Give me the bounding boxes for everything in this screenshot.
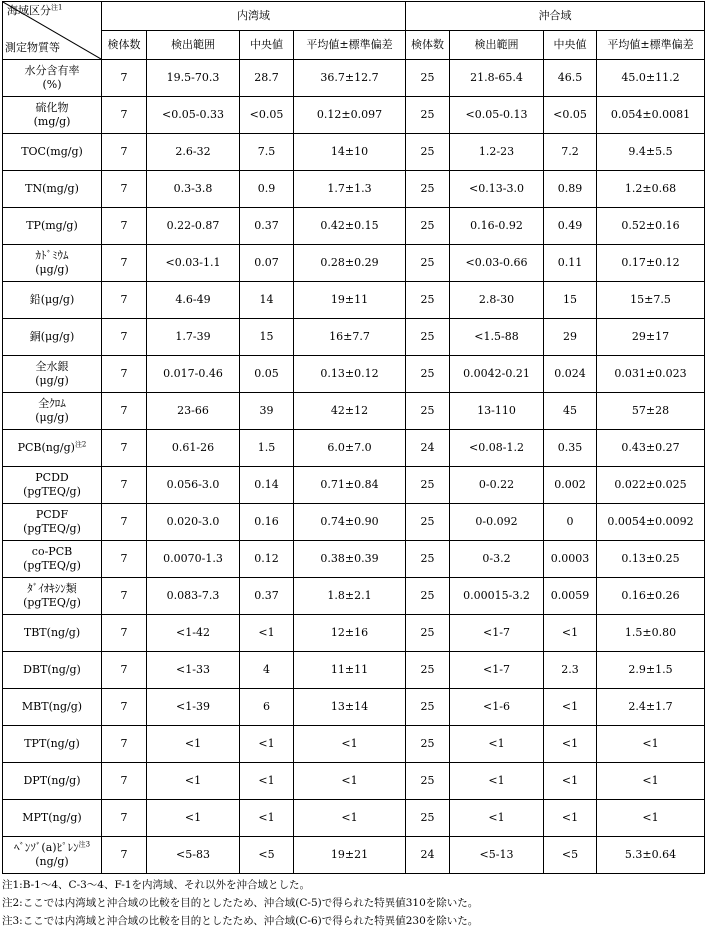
parameter-name: PCDF <box>35 508 69 521</box>
region-outer-header: 沖合域 <box>406 2 705 31</box>
table-row <box>3 245 705 282</box>
parameter-cell <box>3 578 102 615</box>
inner-range-cell: <1 <box>147 763 240 800</box>
inner-count-cell: 7 <box>102 430 147 467</box>
outer-count-cell: 25 <box>406 504 450 541</box>
inner-count-cell: 7 <box>102 134 147 171</box>
inner-median-cell: 0.05 <box>240 356 294 393</box>
parameter-cell <box>3 208 102 245</box>
parameter-cell <box>3 393 102 430</box>
parameter-cell <box>3 763 102 800</box>
outer-median-cell: 0.024 <box>544 356 597 393</box>
inner-median-cell: 6 <box>240 689 294 726</box>
inner-count-cell: 7 <box>102 615 147 652</box>
outer-mean-cell: 0.054±0.0081 <box>597 97 705 134</box>
inner-count-cell: 7 <box>102 319 147 356</box>
outer-range-cell: 13-110 <box>450 393 544 430</box>
inner-count-cell: 7 <box>102 245 147 282</box>
parameter-name: 硫化物 <box>35 101 69 114</box>
outer-mean-cell: 0.031±0.023 <box>597 356 705 393</box>
outer-count-cell: 25 <box>406 245 450 282</box>
inner-mean-cell: 11±11 <box>294 652 406 689</box>
parameter-cell <box>3 319 102 356</box>
parameter-cell <box>3 171 102 208</box>
table-row <box>3 504 705 541</box>
inner-mean-cell: 19±21 <box>294 837 406 874</box>
inner-range-cell: 0.22-0.87 <box>147 208 240 245</box>
inner-count-cell: 7 <box>102 60 147 97</box>
inner-mean-cell: 1.8±2.1 <box>294 578 406 615</box>
outer-count-cell: 25 <box>406 763 450 800</box>
inner-mean-cell: 6.0±7.0 <box>294 430 406 467</box>
parameter-unit: (pgTEQ/g) <box>23 522 81 535</box>
outer-mean-cell: 45.0±11.2 <box>597 60 705 97</box>
outer-range-cell: <1.5-88 <box>450 319 544 356</box>
inner-median-cell: 0.37 <box>240 578 294 615</box>
inner-mean-cell: 0.12±0.097 <box>294 97 406 134</box>
parameter-name: MPT(ng/g) <box>22 811 82 824</box>
inner-mean-cell: <1 <box>294 763 406 800</box>
col-header-outer-mean: 平均値±標準偏差 <box>597 31 705 60</box>
inner-median-cell: 28.7 <box>240 60 294 97</box>
outer-count-cell: 25 <box>406 356 450 393</box>
region-header-row <box>3 2 705 31</box>
outer-median-cell: 2.3 <box>544 652 597 689</box>
outer-count-cell: 25 <box>406 171 450 208</box>
inner-mean-cell: 0.13±0.12 <box>294 356 406 393</box>
col-header-outer-median: 中央値 <box>544 31 597 60</box>
inner-range-cell: <1 <box>147 726 240 763</box>
outer-range-cell: <1 <box>450 726 544 763</box>
inner-range-cell: 19.5-70.3 <box>147 60 240 97</box>
corner-top-label: 海域区分$^{注1}$ <box>7 3 63 17</box>
outer-median-cell: <1 <box>544 689 597 726</box>
table-row <box>3 319 705 356</box>
table-row <box>3 726 705 763</box>
outer-range-cell: 1.2-23 <box>450 134 544 171</box>
table-row <box>3 615 705 652</box>
outer-mean-cell: 57±28 <box>597 393 705 430</box>
outer-count-cell: 25 <box>406 615 450 652</box>
inner-count-cell: 7 <box>102 541 147 578</box>
inner-median-cell: 39 <box>240 393 294 430</box>
inner-range-cell: 0.017-0.46 <box>147 356 240 393</box>
table-row <box>3 689 705 726</box>
col-header-outer-count: 検体数 <box>406 31 450 60</box>
parameter-name: TOC(mg/g) <box>21 145 83 158</box>
outer-median-cell: 15 <box>544 282 597 319</box>
outer-count-cell: 25 <box>406 97 450 134</box>
outer-mean-cell: <1 <box>597 763 705 800</box>
parameter-cell <box>3 245 102 282</box>
sediment-data-table <box>2 1 705 874</box>
outer-median-cell: 0.35 <box>544 430 597 467</box>
table-row <box>3 282 705 319</box>
parameter-cell <box>3 837 102 874</box>
inner-median-cell: <5 <box>240 837 294 874</box>
parameter-cell <box>3 800 102 837</box>
outer-count-cell: 25 <box>406 652 450 689</box>
inner-range-cell: <1 <box>147 800 240 837</box>
outer-mean-cell: 1.2±0.68 <box>597 171 705 208</box>
inner-count-cell: 7 <box>102 652 147 689</box>
inner-count-cell: 7 <box>102 504 147 541</box>
outer-median-cell: 0 <box>544 504 597 541</box>
inner-range-cell: 2.6-32 <box>147 134 240 171</box>
inner-mean-cell: 0.71±0.84 <box>294 467 406 504</box>
table-row <box>3 393 705 430</box>
parameter-cell <box>3 689 102 726</box>
outer-median-cell: <1 <box>544 800 597 837</box>
outer-count-cell: 25 <box>406 208 450 245</box>
table-row <box>3 763 705 800</box>
parameter-name: 全水銀 <box>35 360 69 373</box>
outer-mean-cell: 0.13±0.25 <box>597 541 705 578</box>
parameter-name: PCB(ng/g) <box>17 441 75 454</box>
inner-count-cell: 7 <box>102 763 147 800</box>
outer-range-cell: <0.03-0.66 <box>450 245 544 282</box>
outer-range-cell: 0-0.092 <box>450 504 544 541</box>
inner-mean-cell: 12±16 <box>294 615 406 652</box>
table-row <box>3 837 705 874</box>
inner-median-cell: <1 <box>240 615 294 652</box>
outer-count-cell: 25 <box>406 134 450 171</box>
outer-range-cell: <1 <box>450 763 544 800</box>
outer-median-cell: 0.11 <box>544 245 597 282</box>
parameter-unit: (pgTEQ/g) <box>23 559 81 572</box>
col-header-inner-mean: 平均値±標準偏差 <box>294 31 406 60</box>
footnote-1: 注1:B-1～4、C-3～4、F-1を内湾域、それ以外を沖合域とした。 <box>2 879 311 891</box>
inner-median-cell: 0.14 <box>240 467 294 504</box>
outer-mean-cell: 0.16±0.26 <box>597 578 705 615</box>
outer-mean-cell: 9.4±5.5 <box>597 134 705 171</box>
inner-range-cell: <1-33 <box>147 652 240 689</box>
outer-mean-cell: 29±17 <box>597 319 705 356</box>
inner-median-cell: 0.9 <box>240 171 294 208</box>
outer-median-cell: 46.5 <box>544 60 597 97</box>
parameter-cell <box>3 430 102 467</box>
outer-range-cell: 0.0042-0.21 <box>450 356 544 393</box>
outer-count-cell: 25 <box>406 282 450 319</box>
outer-median-cell: <1 <box>544 726 597 763</box>
parameter-name: PCDD <box>35 471 69 484</box>
outer-mean-cell: 1.5±0.80 <box>597 615 705 652</box>
inner-mean-cell: 16±7.7 <box>294 319 406 356</box>
inner-count-cell: 7 <box>102 800 147 837</box>
inner-mean-cell: <1 <box>294 726 406 763</box>
inner-mean-cell: 0.38±0.39 <box>294 541 406 578</box>
parameter-cell <box>3 467 102 504</box>
outer-count-cell: 25 <box>406 726 450 763</box>
inner-count-cell: 7 <box>102 356 147 393</box>
table-row <box>3 541 705 578</box>
parameter-name: ﾀﾞｲｵｷｼﾝ類 <box>27 582 77 595</box>
footnotes <box>2 876 704 930</box>
outer-count-cell: 24 <box>406 837 450 874</box>
inner-count-cell: 7 <box>102 837 147 874</box>
outer-mean-cell: 0.43±0.27 <box>597 430 705 467</box>
outer-range-cell: <1 <box>450 800 544 837</box>
region-inner-header: 内湾域 <box>102 2 406 31</box>
outer-mean-cell: 0.17±0.12 <box>597 245 705 282</box>
inner-range-cell: <1-42 <box>147 615 240 652</box>
corner-bottom-label: 測定物質等 <box>5 41 60 54</box>
parameter-name: MBT(ng/g) <box>21 700 83 713</box>
parameter-cell <box>3 282 102 319</box>
outer-count-cell: 25 <box>406 60 450 97</box>
outer-range-cell: <0.05-0.13 <box>450 97 544 134</box>
parameter-name: 全ｸﾛﾑ <box>38 397 66 410</box>
col-header-outer-range: 検出範囲 <box>450 31 544 60</box>
parameter-unit: (mg/g) <box>33 115 71 128</box>
table-row <box>3 208 705 245</box>
outer-count-cell: 25 <box>406 467 450 504</box>
document <box>2 1 704 930</box>
outer-median-cell: <1 <box>544 763 597 800</box>
inner-mean-cell: 0.42±0.15 <box>294 208 406 245</box>
outer-count-cell: 25 <box>406 541 450 578</box>
outer-range-cell: <5-13 <box>450 837 544 874</box>
inner-count-cell: 7 <box>102 97 147 134</box>
outer-count-cell: 25 <box>406 578 450 615</box>
footnote-ref: 注3 <box>78 840 91 849</box>
inner-count-cell: 7 <box>102 208 147 245</box>
corner-header-cell <box>3 2 102 60</box>
inner-mean-cell: 14±10 <box>294 134 406 171</box>
inner-range-cell: <5-83 <box>147 837 240 874</box>
parameter-cell <box>3 541 102 578</box>
outer-median-cell: 0.002 <box>544 467 597 504</box>
parameter-name: TPT(ng/g) <box>24 737 80 750</box>
outer-range-cell: 2.8-30 <box>450 282 544 319</box>
parameter-cell <box>3 615 102 652</box>
inner-median-cell: 0.16 <box>240 504 294 541</box>
inner-count-cell: 7 <box>102 171 147 208</box>
col-header-inner-median: 中央値 <box>240 31 294 60</box>
outer-mean-cell: 15±7.5 <box>597 282 705 319</box>
column-header-row <box>3 31 705 60</box>
table-row <box>3 652 705 689</box>
inner-range-cell: 0.020-3.0 <box>147 504 240 541</box>
outer-median-cell: 0.89 <box>544 171 597 208</box>
parameter-cell <box>3 726 102 763</box>
parameter-name: 銅(μg/g) <box>29 330 75 343</box>
parameter-name: ｶﾄﾞﾐｳﾑ <box>35 249 69 262</box>
col-header-inner-count: 検体数 <box>102 31 147 60</box>
outer-mean-cell: 0.52±0.16 <box>597 208 705 245</box>
parameter-name: ﾍﾞﾝｿﾞ(a)ﾋﾟﾚﾝ <box>13 841 79 854</box>
parameter-cell <box>3 60 102 97</box>
outer-mean-cell: 5.3±0.64 <box>597 837 705 874</box>
parameter-unit: (pgTEQ/g) <box>23 596 81 609</box>
inner-median-cell: 1.5 <box>240 430 294 467</box>
inner-count-cell: 7 <box>102 726 147 763</box>
outer-count-cell: 25 <box>406 689 450 726</box>
table-row <box>3 134 705 171</box>
table-row <box>3 60 705 97</box>
inner-median-cell: 0.12 <box>240 541 294 578</box>
inner-count-cell: 7 <box>102 689 147 726</box>
inner-median-cell: 0.37 <box>240 208 294 245</box>
inner-count-cell: 7 <box>102 467 147 504</box>
outer-range-cell: 21.8-65.4 <box>450 60 544 97</box>
parameter-unit: (pgTEQ/g) <box>23 485 81 498</box>
parameter-unit: (μg/g) <box>35 411 69 424</box>
inner-median-cell: <1 <box>240 763 294 800</box>
inner-range-cell: 0.083-7.3 <box>147 578 240 615</box>
outer-count-cell: 25 <box>406 393 450 430</box>
outer-range-cell: <0.13-3.0 <box>450 171 544 208</box>
parameter-name: TP(mg/g) <box>26 219 78 232</box>
table-row <box>3 800 705 837</box>
table-row <box>3 578 705 615</box>
inner-mean-cell: 19±11 <box>294 282 406 319</box>
parameter-name: DBT(ng/g) <box>23 663 81 676</box>
parameter-name: TBT(ng/g) <box>23 626 81 639</box>
inner-median-cell: 14 <box>240 282 294 319</box>
outer-median-cell: 0.0059 <box>544 578 597 615</box>
outer-mean-cell: <1 <box>597 800 705 837</box>
inner-median-cell: <1 <box>240 726 294 763</box>
outer-range-cell: <1-6 <box>450 689 544 726</box>
outer-median-cell: 45 <box>544 393 597 430</box>
inner-mean-cell: <1 <box>294 800 406 837</box>
outer-mean-cell: 0.022±0.025 <box>597 467 705 504</box>
inner-mean-cell: 1.7±1.3 <box>294 171 406 208</box>
inner-range-cell: 4.6-49 <box>147 282 240 319</box>
outer-count-cell: 25 <box>406 800 450 837</box>
parameter-cell <box>3 356 102 393</box>
table-row <box>3 97 705 134</box>
inner-median-cell: 4 <box>240 652 294 689</box>
outer-range-cell: 0.00015-3.2 <box>450 578 544 615</box>
footnote-ref: 注2 <box>74 440 87 449</box>
footnote-2: 注2:ここでは内湾域と沖合域の比較を目的としたため、沖合域(C-5)で得られた特異値310を除いた。 <box>2 897 479 909</box>
outer-range-cell: <1-7 <box>450 615 544 652</box>
inner-range-cell: <1-39 <box>147 689 240 726</box>
parameter-name: DPT(ng/g) <box>23 774 81 787</box>
outer-median-cell: <1 <box>544 615 597 652</box>
outer-mean-cell: 2.4±1.7 <box>597 689 705 726</box>
outer-range-cell: <1-7 <box>450 652 544 689</box>
outer-median-cell: 7.2 <box>544 134 597 171</box>
inner-mean-cell: 36.7±12.7 <box>294 60 406 97</box>
parameter-cell <box>3 97 102 134</box>
outer-range-cell: 0-3.2 <box>450 541 544 578</box>
parameter-cell <box>3 134 102 171</box>
table-row <box>3 356 705 393</box>
parameter-unit: (μg/g) <box>35 374 69 387</box>
inner-mean-cell: 0.28±0.29 <box>294 245 406 282</box>
inner-count-cell: 7 <box>102 282 147 319</box>
table-row <box>3 171 705 208</box>
outer-median-cell: 0.0003 <box>544 541 597 578</box>
parameter-unit: (μg/g) <box>35 263 69 276</box>
outer-mean-cell: <1 <box>597 726 705 763</box>
parameter-cell <box>3 504 102 541</box>
inner-range-cell: <0.05-0.33 <box>147 97 240 134</box>
outer-mean-cell: 2.9±1.5 <box>597 652 705 689</box>
outer-median-cell: <0.05 <box>544 97 597 134</box>
inner-mean-cell: 42±12 <box>294 393 406 430</box>
parameter-name: TN(mg/g) <box>25 182 79 195</box>
parameter-unit: (%) <box>42 78 62 91</box>
col-header-inner-range: 検出範囲 <box>147 31 240 60</box>
inner-range-cell: 1.7-39 <box>147 319 240 356</box>
parameter-cell <box>3 652 102 689</box>
outer-range-cell: <0.08-1.2 <box>450 430 544 467</box>
inner-median-cell: 7.5 <box>240 134 294 171</box>
parameter-unit: (ng/g) <box>35 855 69 868</box>
table-row <box>3 467 705 504</box>
inner-median-cell: 0.07 <box>240 245 294 282</box>
inner-median-cell: <1 <box>240 800 294 837</box>
inner-range-cell: 0.0070-1.3 <box>147 541 240 578</box>
outer-median-cell: <5 <box>544 837 597 874</box>
inner-median-cell: 15 <box>240 319 294 356</box>
outer-count-cell: 24 <box>406 430 450 467</box>
inner-mean-cell: 0.74±0.90 <box>294 504 406 541</box>
outer-median-cell: 0.49 <box>544 208 597 245</box>
parameter-name: 水分含有率 <box>24 64 80 77</box>
outer-mean-cell: 0.0054±0.0092 <box>597 504 705 541</box>
parameter-name: 鉛(μg/g) <box>29 293 75 306</box>
inner-range-cell: 23-66 <box>147 393 240 430</box>
inner-count-cell: 7 <box>102 578 147 615</box>
inner-median-cell: <0.05 <box>240 97 294 134</box>
footnote-3: 注3:ここでは内湾域と沖合域の比較を目的としたため、沖合域(C-6)で得られた特異値230を除いた。 <box>2 915 479 927</box>
inner-range-cell: 0.61-26 <box>147 430 240 467</box>
outer-range-cell: 0-0.22 <box>450 467 544 504</box>
inner-range-cell: <0.03-1.1 <box>147 245 240 282</box>
inner-range-cell: 0.3-3.8 <box>147 171 240 208</box>
outer-range-cell: 0.16-0.92 <box>450 208 544 245</box>
inner-range-cell: 0.056-3.0 <box>147 467 240 504</box>
inner-count-cell: 7 <box>102 393 147 430</box>
table-row <box>3 430 705 467</box>
parameter-name: co-PCB <box>31 545 73 558</box>
outer-median-cell: 29 <box>544 319 597 356</box>
outer-count-cell: 25 <box>406 319 450 356</box>
inner-mean-cell: 13±14 <box>294 689 406 726</box>
